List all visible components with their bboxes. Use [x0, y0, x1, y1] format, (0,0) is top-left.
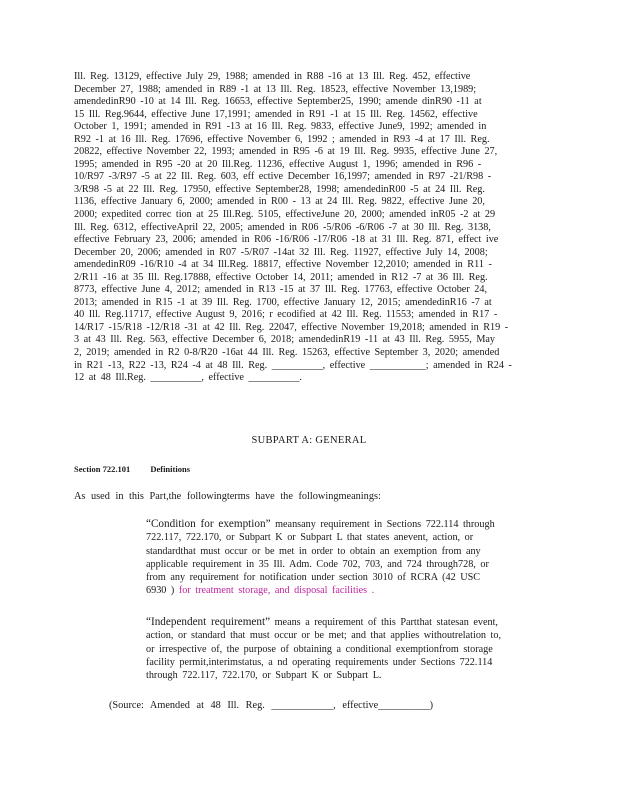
history-line: 3 at 43 Ill. Reg. 563, effective December 6, 2018; amendedinR19 -11 at 43 Ill. Reg. 5955, May — [74, 334, 496, 346]
history-line: 2013; amended in R15 -1 at 39 Ill. Reg. 1700, effective January 12, 2015; amendedinR16 -7 at — [74, 296, 492, 308]
history-line: 14/R17 -15/R18 -12/R18 -31 at 42 Ill. Reg. 22047, effective November 19,2018; amended in R19 - — [74, 321, 509, 333]
definition-line: applicable requirement in 35 Ill. Adm. Code 702, 703, and 724 through728, or — [146, 558, 489, 570]
source-note: (Source: Amended at 48 Ill. Reg. ____________, effective__________) — [109, 700, 434, 711]
source-history-note — [74, 71, 544, 385]
history-line: 8773, effective June 4, 2012; amended in R13 -15 at 37 Ill. Reg. 17763, effective October 24, — [74, 284, 487, 296]
history-line: 12 at 48 Ill.Reg. __________, effective __________. — [74, 372, 302, 384]
definition-line: standardthat must occur or be met in order to obtain an exemption from any — [146, 545, 481, 557]
history-line: 10/R97 -3/R97 -5 at 22 Ill. Reg. 603, eff ective December 16,1997; amended in R97 -21/R98 - — [74, 171, 492, 183]
history-line: 1136, effective January 6, 2000; amended in R00 - 13 at 24 Ill. Reg. 9822, effective June 20, — [74, 196, 485, 208]
history-line: 3/R98 -5 at 22 Ill. Reg. 17950, effective September28, 1998; amendedinR00 -5 at 24 Ill. Reg. — [74, 183, 485, 195]
history-line: 2, 2019; amended in R2 0-8/R20 -16at 44 Ill. Reg. 15263, effective September 3, 2020; amended — [74, 347, 500, 359]
history-line: Ill. Reg. 13129, effective July 29, 1988; amended in R88 -16 at 13 Ill. Reg. 452, effective — [74, 71, 471, 82]
defined-term: “Independent requirement” — [146, 616, 271, 628]
section-title: Definitions — [150, 464, 190, 474]
history-line: amendedinR09 -16/R10 -4 at 34 Ill.Reg. 18817, effective November 12,2010; amended in R11 - — [74, 259, 492, 271]
definition-independent-requirement — [146, 616, 524, 682]
definition-line: through 722.117, 722.170, or Subpart K or Subpart L. — [146, 670, 382, 682]
history-line: R92 -1 at 16 Ill. Reg. 17696, effective November 6, 1992 ; amended in R93 -4 at 17 Ill. Reg. — [74, 133, 490, 145]
definition-text: 6930 ) — [146, 585, 175, 597]
section-number: Section 722.101 — [74, 464, 131, 474]
history-line: 20822, effective November 22, 1993; amended in R95 -6 at 19 Ill. Reg. 9935, effective June 27, — [74, 146, 498, 158]
subpart-heading: SUBPART A: GENERAL — [251, 435, 367, 446]
definition-line: from any requirement for notification under section 3010 of RCRA (42 USC — [146, 572, 481, 584]
history-line: 1995; amended in R95 -20 at 20 Ill.Reg. 11236, effective August 1, 1996; amended in R96 - — [74, 158, 482, 170]
definition-text: meansany requirement in Sections 722.114 through — [270, 519, 495, 530]
history-line: 2/R11 -16 at 35 Ill. Reg.17888, effective October 14, 2011; amended in R12 -7 at 36 Ill. Reg. — [74, 271, 488, 283]
definition-line — [146, 584, 524, 597]
history-line: 15 Ill. Reg.9644, effective June 17,1991; amended in R91 -1 at 15 Ill. Reg. 14562, effective — [74, 108, 478, 120]
defined-term: “Condition for exemption” — [146, 518, 271, 530]
definition-line — [146, 616, 524, 629]
history-line: October 1, 1991; amended in R91 -13 at 16 Ill. Reg. 9833, effective June9, 1992; amended in — [74, 121, 487, 133]
history-line: in R21 -13, R22 -13, R24 -4 at 48 Ill. Reg. __________, effective ___________; amended in R24 - — [74, 359, 512, 371]
history-line: Ill. Reg. 6312, effectiveApril 22, 2005; amended in R06 -5/R06 -6/R06 -7 at 30 Ill. Reg. 3138, — [74, 221, 491, 233]
history-line: amendedinR90 -10 at 14 Ill. Reg. 16653, effective September25, 1990; amende dinR90 -11 at — [74, 96, 482, 108]
history-line: 40 Ill. Reg.11717, effective August 9, 2016; r ecodified at 42 Ill. Reg. 11553; amended in R17 - — [74, 309, 498, 321]
history-line: 2000; expedited correc tion at 25 Ill.Reg. 5105, effectiveJune 20, 2000; amended inR05 -2 at 29 — [74, 209, 496, 221]
definition-line: 722.117, 722.170, or Subpart K or Subpart L that states anevent, action, or — [146, 532, 474, 544]
definition-line: action, or standard that must occur or be met; and that applies withoutrelation to, — [146, 630, 502, 642]
history-line: effective February 23, 2006; amended in R06 -16/R06 -17/R06 -18 at 31 Ill. Reg. 871, effect ive — [74, 234, 499, 246]
definition-condition-for-exemption — [146, 518, 524, 598]
history-line: December 20, 2006; amended in R07 -5/R07 -14at 32 Ill. Reg. 11927, effective July 14, 2008; — [74, 246, 488, 258]
inserted-text: for treatment storage, and disposal facilities . — [174, 585, 375, 597]
definition-line: facility permit,interimstatus, a nd operating requirements under Sections 722.114 — [146, 656, 493, 668]
section-header — [74, 464, 208, 474]
definition-line — [146, 518, 524, 531]
intro-sentence: As used in this Part,the followingterms have the followingmeanings: — [74, 491, 381, 502]
history-line: December 27, 1988; amended in R89 -1 at 13 Ill. Reg. 18523, effective November 13,1989; — [74, 83, 477, 95]
definition-line: or irrespective of, the purpose of obtaining a conditional exemptionfrom storage — [146, 643, 493, 655]
definition-text: means a requirement of this Partthat statesan event, — [270, 617, 498, 628]
